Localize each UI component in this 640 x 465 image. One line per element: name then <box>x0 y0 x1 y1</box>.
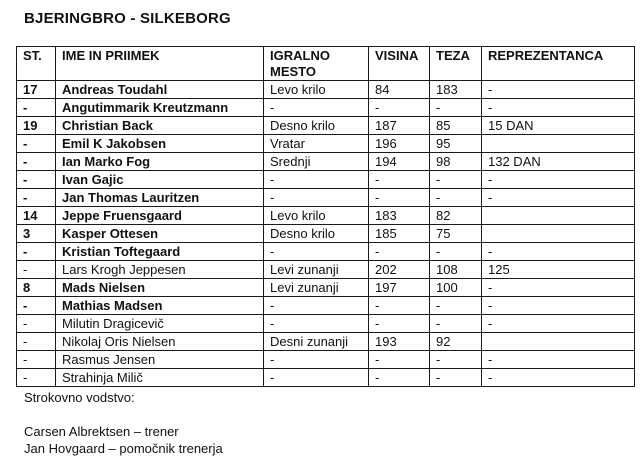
cell-position: Levo krilo <box>264 207 369 225</box>
cell-position: - <box>264 297 369 315</box>
cell-visina: - <box>369 99 430 117</box>
cell-reprezentanca: - <box>482 171 635 189</box>
cell-position: - <box>264 243 369 261</box>
roster-body <box>17 81 635 387</box>
cell-teza: 85 <box>430 117 482 135</box>
cell-visina: - <box>369 189 430 207</box>
cell-reprezentanca: 125 <box>482 261 635 279</box>
table-row <box>17 261 635 279</box>
cell-teza: 98 <box>430 153 482 171</box>
col-header-reprezentanca: REPREZENTANCA <box>482 47 635 81</box>
cell-teza: 183 <box>430 81 482 99</box>
col-header-name: IME IN PRIIMEK <box>56 47 264 81</box>
cell-st: - <box>17 315 56 333</box>
staff-line-coach: Carsen Albrektsen – trener <box>24 424 179 439</box>
cell-position: Desno krilo <box>264 117 369 135</box>
cell-teza: 92 <box>430 333 482 351</box>
cell-name: Mads Nielsen <box>56 279 264 297</box>
cell-reprezentanca <box>482 135 635 153</box>
cell-visina: - <box>369 243 430 261</box>
cell-reprezentanca: - <box>482 243 635 261</box>
cell-teza: 75 <box>430 225 482 243</box>
cell-st: 14 <box>17 207 56 225</box>
cell-st: 3 <box>17 225 56 243</box>
cell-reprezentanca: - <box>482 315 635 333</box>
cell-name: Kristian Toftegaard <box>56 243 264 261</box>
cell-position: Desni zunanji <box>264 333 369 351</box>
table-row <box>17 189 635 207</box>
cell-name: Rasmus Jensen <box>56 351 264 369</box>
cell-visina: 202 <box>369 261 430 279</box>
cell-st: - <box>17 153 56 171</box>
cell-name: Strahinja Milič <box>56 369 264 387</box>
cell-teza: - <box>430 243 482 261</box>
table-row <box>17 297 635 315</box>
cell-name: Ian Marko Fog <box>56 153 264 171</box>
cell-visina: 194 <box>369 153 430 171</box>
table-row <box>17 333 635 351</box>
cell-reprezentanca: - <box>482 279 635 297</box>
cell-st: - <box>17 135 56 153</box>
cell-st: - <box>17 351 56 369</box>
cell-visina: - <box>369 351 430 369</box>
table-row <box>17 135 635 153</box>
table-row <box>17 225 635 243</box>
cell-st: - <box>17 261 56 279</box>
table-row <box>17 279 635 297</box>
staff-heading: Strokovno vodstvo: <box>24 390 135 405</box>
cell-teza: - <box>430 315 482 333</box>
roster-header <box>17 47 635 81</box>
staff-line-assistant-coach: Jan Hovgaard – pomočnik trenerja <box>24 441 223 456</box>
cell-visina: - <box>369 297 430 315</box>
cell-visina: 196 <box>369 135 430 153</box>
cell-st: - <box>17 297 56 315</box>
cell-teza: 82 <box>430 207 482 225</box>
cell-reprezentanca: - <box>482 81 635 99</box>
col-header-st: ST. <box>17 47 56 81</box>
table-row <box>17 171 635 189</box>
cell-st: - <box>17 333 56 351</box>
cell-teza: - <box>430 297 482 315</box>
cell-visina: 185 <box>369 225 430 243</box>
cell-position: Levi zunanji <box>264 261 369 279</box>
cell-visina: - <box>369 369 430 387</box>
cell-visina: - <box>369 171 430 189</box>
cell-name: Ivan Gajic <box>56 171 264 189</box>
cell-teza: 95 <box>430 135 482 153</box>
roster-table <box>16 46 635 387</box>
cell-teza: - <box>430 189 482 207</box>
cell-visina: 197 <box>369 279 430 297</box>
cell-teza: - <box>430 171 482 189</box>
table-row <box>17 99 635 117</box>
cell-reprezentanca <box>482 225 635 243</box>
cell-position: - <box>264 171 369 189</box>
cell-name: Kasper Ottesen <box>56 225 264 243</box>
cell-st: - <box>17 189 56 207</box>
cell-name: Jan Thomas Lauritzen <box>56 189 264 207</box>
cell-visina: - <box>369 315 430 333</box>
cell-st: 8 <box>17 279 56 297</box>
cell-st: 17 <box>17 81 56 99</box>
cell-st: 19 <box>17 117 56 135</box>
table-row <box>17 153 635 171</box>
cell-position: - <box>264 99 369 117</box>
cell-teza: 108 <box>430 261 482 279</box>
cell-position: Srednji <box>264 153 369 171</box>
table-row <box>17 117 635 135</box>
cell-reprezentanca <box>482 333 635 351</box>
cell-name: Lars Krogh Jeppesen <box>56 261 264 279</box>
cell-teza: - <box>430 99 482 117</box>
cell-teza: - <box>430 369 482 387</box>
cell-visina: 84 <box>369 81 430 99</box>
cell-position: Vratar <box>264 135 369 153</box>
cell-reprezentanca: - <box>482 351 635 369</box>
table-row <box>17 243 635 261</box>
cell-reprezentanca: - <box>482 99 635 117</box>
table-row <box>17 351 635 369</box>
col-header-teza: TEZA <box>430 47 482 81</box>
header-row <box>17 47 635 81</box>
table-row <box>17 207 635 225</box>
cell-position: Desno krilo <box>264 225 369 243</box>
cell-position: - <box>264 351 369 369</box>
table-row <box>17 315 635 333</box>
cell-name: Mathias Madsen <box>56 297 264 315</box>
col-header-visina: VISINA <box>369 47 430 81</box>
cell-position: - <box>264 369 369 387</box>
cell-name: Emil K Jakobsen <box>56 135 264 153</box>
cell-visina: 183 <box>369 207 430 225</box>
table-row <box>17 369 635 387</box>
cell-teza: - <box>430 351 482 369</box>
cell-name: Christian Back <box>56 117 264 135</box>
cell-name: Nikolaj Oris Nielsen <box>56 333 264 351</box>
table-row <box>17 81 635 99</box>
cell-name: Milutin Dragicevič <box>56 315 264 333</box>
cell-reprezentanca: - <box>482 369 635 387</box>
cell-reprezentanca: 15 DAN <box>482 117 635 135</box>
staff-section-heading <box>24 389 135 406</box>
cell-teza: 100 <box>430 279 482 297</box>
cell-name: Jeppe Fruensgaard <box>56 207 264 225</box>
cell-st: - <box>17 99 56 117</box>
cell-position: - <box>264 315 369 333</box>
cell-reprezentanca: - <box>482 297 635 315</box>
cell-position: - <box>264 189 369 207</box>
cell-visina: 193 <box>369 333 430 351</box>
cell-position: Levi zunanji <box>264 279 369 297</box>
cell-name: Angutimmarik Kreutzmann <box>56 99 264 117</box>
staff-list <box>24 423 223 457</box>
cell-position: Levo krilo <box>264 81 369 99</box>
cell-st: - <box>17 243 56 261</box>
page-title: BJERINGBRO - SILKEBORG <box>24 10 231 27</box>
col-header-position: IGRALNO MESTO <box>264 47 369 81</box>
cell-st: - <box>17 369 56 387</box>
cell-name: Andreas Toudahl <box>56 81 264 99</box>
cell-reprezentanca: - <box>482 189 635 207</box>
cell-reprezentanca <box>482 207 635 225</box>
cell-st: - <box>17 171 56 189</box>
cell-reprezentanca: 132 DAN <box>482 153 635 171</box>
cell-visina: 187 <box>369 117 430 135</box>
